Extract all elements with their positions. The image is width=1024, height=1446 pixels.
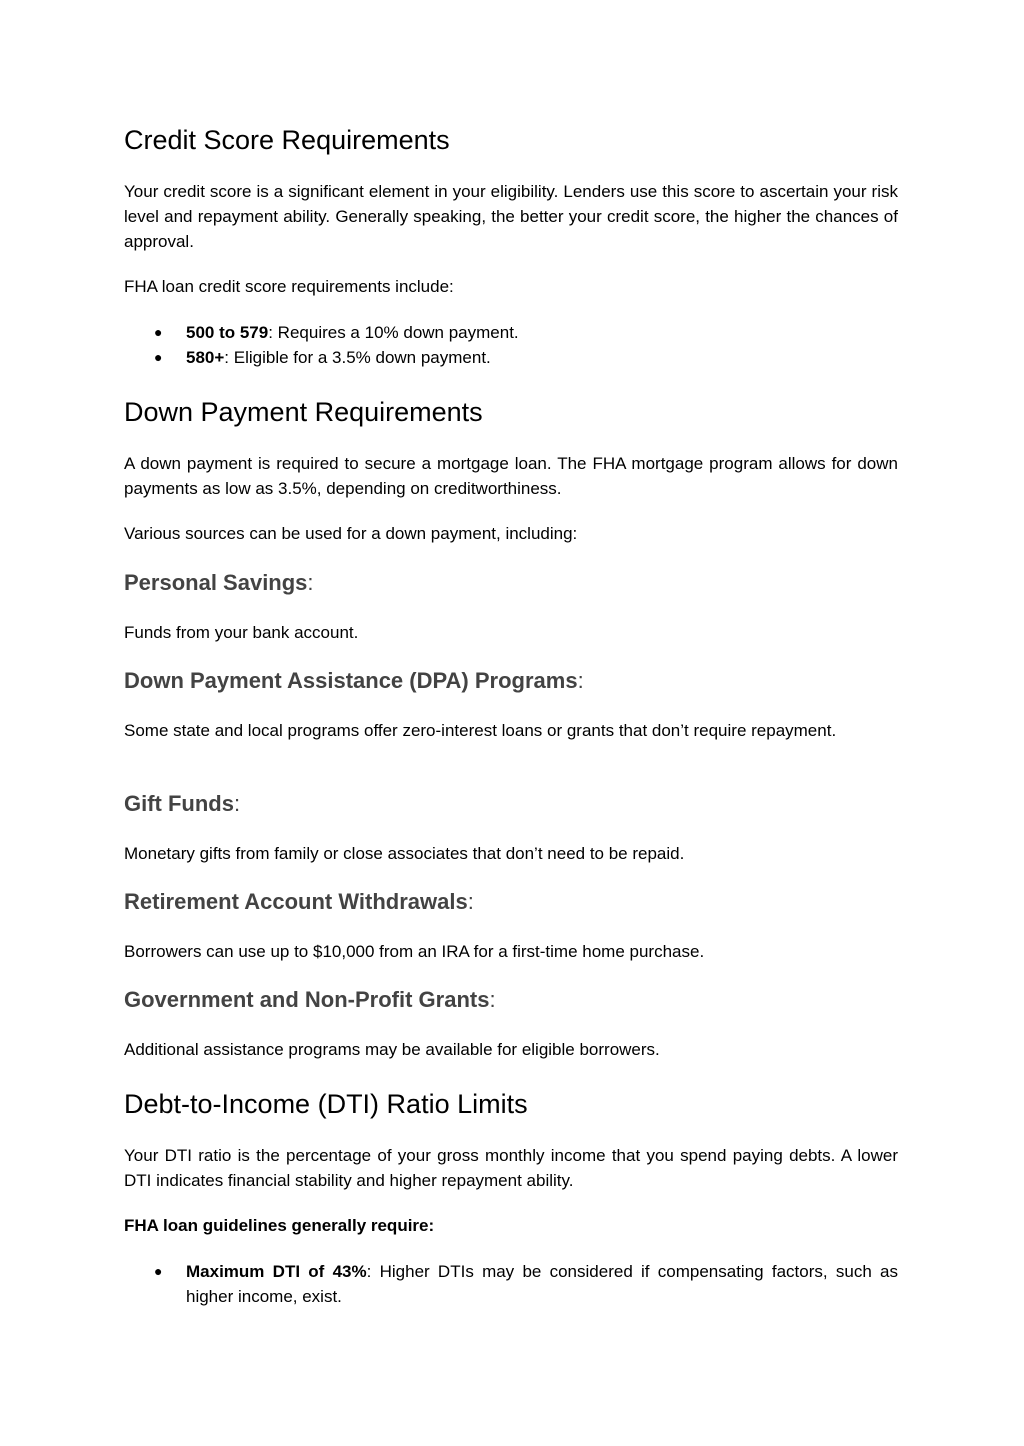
source-heading-gift-funds — [124, 790, 240, 818]
source-colon: : — [307, 570, 314, 595]
credit-score-list-intro: FHA loan credit score requirements include: — [124, 277, 454, 296]
source-body-personal-savings: Funds from your bank account. — [124, 623, 359, 642]
source-title: Down Payment Assistance (DPA) Programs — [124, 668, 578, 693]
list-item-term: 500 to 579 — [186, 323, 269, 342]
list-item-text: : Requires a 10% down payment. — [268, 323, 519, 342]
down-payment-heading: Down Payment Requirements — [124, 397, 483, 427]
list-item-term: 580+ — [186, 348, 225, 367]
source-heading-dpa-programs — [124, 667, 584, 695]
source-title: Gift Funds — [124, 791, 234, 816]
source-colon: : — [577, 668, 584, 693]
source-body-retirement-withdrawals: Borrowers can use up to $10,000 from an IRA for a first-time home purchase. — [124, 942, 705, 961]
down-payment-intro: A down payment is required to secure a mortgage loan. The FHA mortgage program allows for down payments as low as 3.5%, depending on creditworthiness. — [124, 454, 898, 498]
source-body-grants: Additional assistance programs may be available for eligible borrowers. — [124, 1040, 660, 1059]
bullet-icon: ● — [154, 1263, 163, 1279]
source-title: Personal Savings — [124, 570, 308, 595]
dti-guidelines-label — [124, 1213, 898, 1238]
list-item-text: : Eligible for a 3.5% down payment. — [224, 348, 491, 367]
source-title: Retirement Account Withdrawals — [124, 889, 468, 914]
down-payment-sources-intro: Various sources can be used for a down payment, including: — [124, 524, 578, 543]
source-colon: : — [233, 791, 241, 816]
credit-score-intro: Your credit score is a significant element in your eligibility. Lenders use this score to ascertain your risk level and repayment ability. Generally speaking, the better your credit score, the higher the chances of approval. — [124, 182, 898, 251]
source-title: Government and Non-Profit Grants — [124, 987, 490, 1012]
source-colon: : — [489, 987, 496, 1012]
source-heading-personal-savings — [124, 569, 314, 597]
bullet-icon: ● — [154, 349, 163, 365]
source-body-dpa-programs: Some state and local programs offer zero-interest loans or grants that don’t require repayment. — [124, 721, 837, 740]
dti-guidelines-label-text: FHA loan guidelines generally require: — [124, 1216, 435, 1235]
bullet-icon: ● — [154, 324, 163, 340]
source-heading-retirement-withdrawals — [124, 888, 474, 916]
source-colon: : — [467, 889, 474, 914]
credit-score-heading: Credit Score Requirements — [124, 125, 450, 155]
dti-intro: Your DTI ratio is the percentage of your gross monthly income that you spend paying debts. A lower DTI indicates financial stability and higher repayment ability. — [124, 1146, 898, 1190]
source-body-gift-funds: Monetary gifts from family or close associates that don’t need to be repaid. — [124, 844, 685, 863]
list-item-term: Maximum DTI of 43% — [186, 1262, 367, 1281]
source-heading-grants — [124, 986, 496, 1014]
list-item-text: : Higher DTIs may be considered if compensating factors, such as higher income, exist. — [186, 1262, 898, 1306]
dti-heading: Debt-to-Income (DTI) Ratio Limits — [124, 1089, 528, 1119]
